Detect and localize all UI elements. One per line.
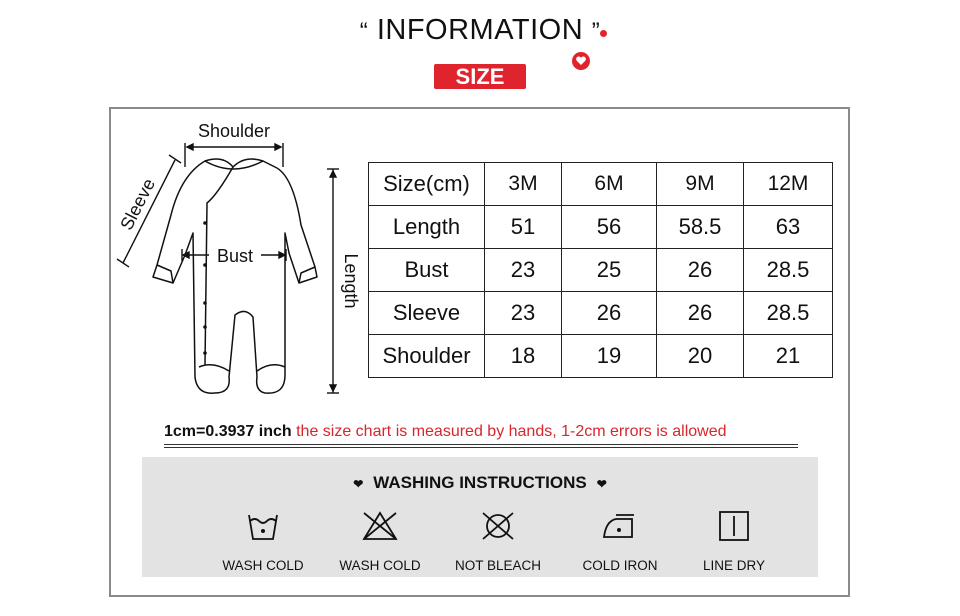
table-row	[369, 335, 833, 378]
table-cell: 26	[657, 249, 744, 292]
table-cell: 19	[562, 335, 657, 378]
table-header-row	[369, 163, 833, 206]
size-table	[368, 162, 833, 378]
red-dot-icon	[600, 30, 607, 37]
column-header: 12M	[744, 163, 833, 206]
table-cell: 21	[744, 335, 833, 378]
divider	[164, 447, 798, 448]
table-cell: 56	[562, 206, 657, 249]
wash-label: WASH COLD	[339, 558, 421, 573]
table-cell: 28.5	[744, 249, 833, 292]
size-badge: SIZE	[434, 64, 526, 89]
wash-cold-icon	[243, 509, 283, 543]
table-cell: 25	[562, 249, 657, 292]
wash-label: NOT BLEACH	[454, 558, 542, 573]
wash-label: WASH COLD	[222, 558, 304, 573]
sleeve-label: Sleeve	[116, 175, 160, 234]
column-header: Size(cm)	[369, 163, 485, 206]
table-cell: 20	[657, 335, 744, 378]
table-cell: 51	[485, 206, 562, 249]
disclaimer-text: the size chart is measured by hands, 1-2cm errors is allowed	[296, 423, 727, 440]
washing-title	[142, 473, 818, 493]
open-quote: “	[359, 18, 369, 45]
cold-iron-icon	[600, 509, 640, 543]
table-cell: 58.5	[657, 206, 744, 249]
title-text: INFORMATION	[376, 14, 584, 46]
not-bleach-icon	[478, 509, 518, 543]
heart-badge-icon	[570, 50, 592, 72]
column-header: 3M	[485, 163, 562, 206]
table-row	[369, 249, 833, 292]
table-cell: 63	[744, 206, 833, 249]
row-label: Bust	[369, 249, 485, 292]
table-cell: 28.5	[744, 292, 833, 335]
shoulder-label: Shoulder	[197, 121, 271, 141]
row-label: Sleeve	[369, 292, 485, 335]
close-quote: ”	[591, 18, 601, 45]
table-cell: 18	[485, 335, 562, 378]
heart-icon: ❤	[353, 477, 364, 491]
column-header: 6M	[562, 163, 657, 206]
line-dry-icon	[714, 509, 754, 543]
row-label: Shoulder	[369, 335, 485, 378]
table-row	[369, 206, 833, 249]
washing-panel	[142, 457, 818, 577]
romper-diagram	[105, 115, 365, 405]
table-cell: 26	[657, 292, 744, 335]
length-label: Length	[341, 253, 361, 309]
wash-label: COLD IRON	[582, 558, 658, 573]
table-cell: 23	[485, 292, 562, 335]
bust-label: Bust	[216, 246, 254, 266]
column-header: 9M	[657, 163, 744, 206]
table-cell: 23	[485, 249, 562, 292]
no-tumble-wash-icon	[360, 509, 400, 543]
heart-icon: ❤	[596, 477, 607, 491]
wash-label: LINE DRY	[702, 558, 766, 573]
page-title	[0, 14, 960, 47]
conversion-text: 1cm=0.3937 inch	[164, 423, 292, 440]
row-label: Length	[369, 206, 485, 249]
washing-title-text: WASHING INSTRUCTIONS	[373, 473, 587, 492]
table-cell: 26	[562, 292, 657, 335]
divider	[164, 444, 798, 445]
measurement-note	[164, 423, 727, 441]
table-row	[369, 292, 833, 335]
